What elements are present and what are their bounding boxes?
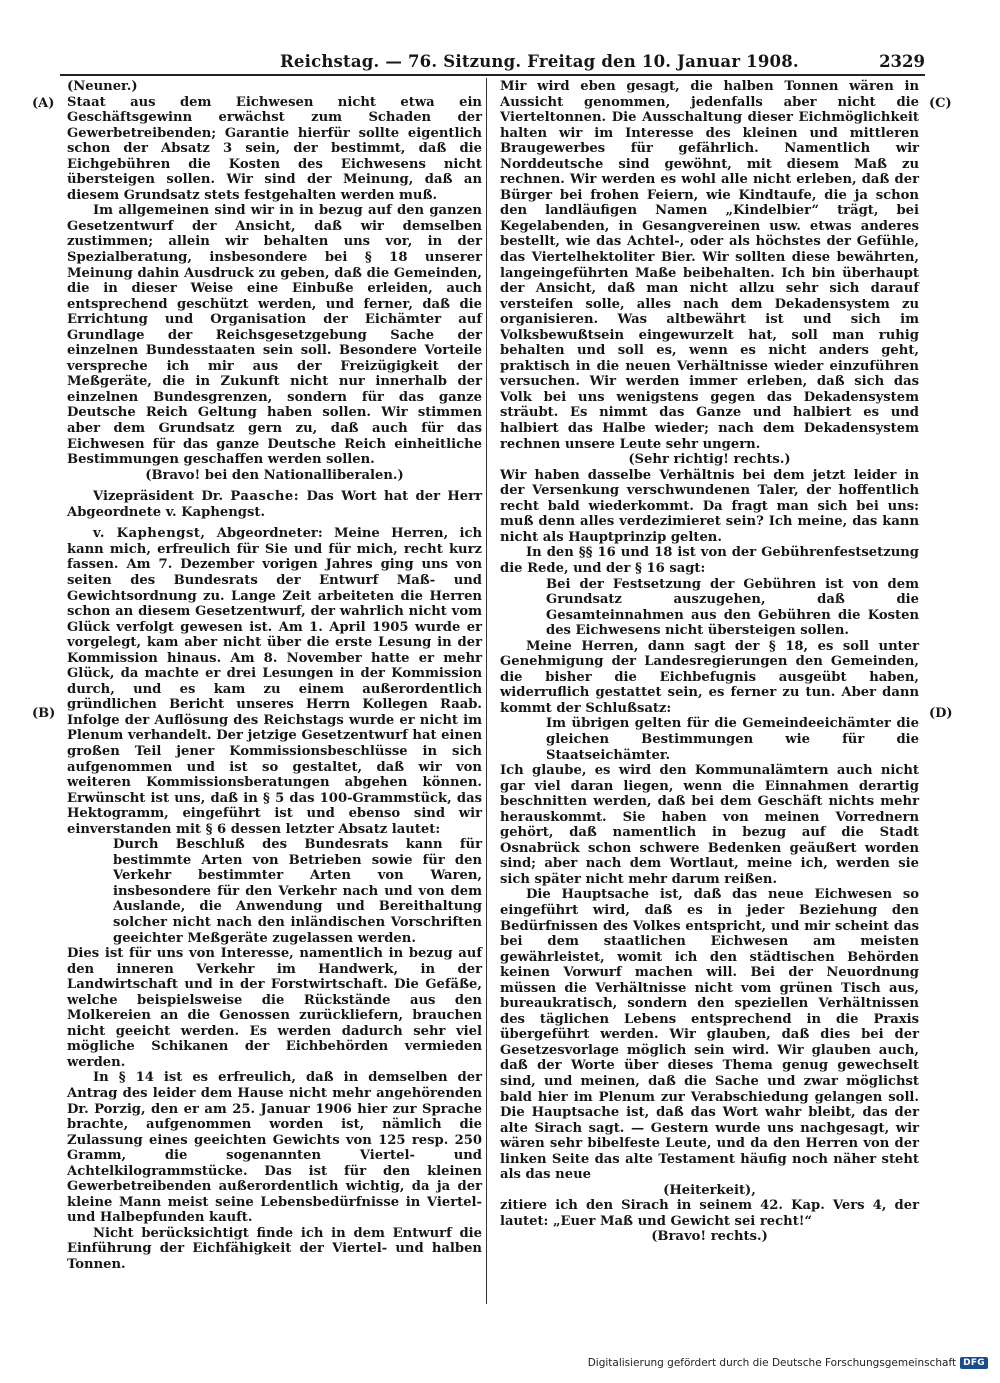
margin-marker-b: (B)	[32, 706, 56, 721]
speaker-tag: (Neuner.)	[67, 79, 138, 94]
applause-note: (Sehr richtig! rechts.)	[628, 452, 791, 468]
quotation: Im übrigen gelten für die Gemeindeeichämter die gleichen Bestimmungen wie für die Staatseichämter.	[546, 716, 919, 763]
margin-marker-d: (D)	[929, 706, 953, 721]
paragraph: Meine Herren, dann sagt der § 18, es soll unter Genehmigung der Landesregierungen den Gemeinden, die bisher die Eichbefugnis ausgeübt haben, widerruflich gestattet sein, es ferner zu tun. Aber dann kommt der Schlußsatz:	[500, 638, 919, 716]
vp-name: Paasche:	[230, 489, 300, 505]
paragraph: Mir wird eben gesagt, die halben Tonnen wären in Aussicht genommen, jedenfalls aber nicht die Vierteltonnen. Die Ausschaltung dieser Eichmöglichkeit halten wir im Interesse des kleinen und mittleren Braugewerbes für gefährlich. Namentlich wir Norddeutsche sind gewöhnt, mit diesem Maß zu rechnen. Wir werden es wohl alle nicht erleben, daß der Bürger bei frohen Feiern, wie Kindtaufe, die ja schon den landläufigen Namen „Kindelbier“ trägt, bei Kegelabenden, in Gesangvereinen usw. etwas anderes bestellt, wie das Achtel-, oder als höchstes der Gefühle, das Viertelhektoliter Bier. Wir sollten diese bewährten, langeingeführten Maße beibehalten. Ich bin überhaupt der Ansicht, daß man nicht allzu sehr sich darauf versteifen solle, alles nach dem Dekadensystem zu organisieren. Was altbewährt ist und sich im Volksbewußtsein eingewurzelt hat, soll man ruhig behalten und soll es, wenn es nicht anders geht, praktisch in die neuen Verhältnisse wieder einzuführen versuchen. Wir werden immer erleben, daß sich das Volk bei uns wenigstens gegen das Dekadensystem sträubt. Es nimmt das Ganze und halbiert es und halbiert das Halbe wieder; nach dem Dekadensystem rechnen unsere Leute sehr ungern.	[500, 79, 919, 452]
paragraph: Im allgemeinen sind wir in in bezug auf den ganzen Gesetzentwurf der Ansicht, daß wir demselben zustimmen; allein wir behalten uns vor, in der Spezialberatung, insbesondere bei § 18 unserer Meinung dahin Ausdruck zu geben, daß die Gemeinden, die in dieser Weise eine Einbuße erleiden, auch entsprechend geschützt werden, und ferner, daß die Errichtung und Organisation der Eichämter auf Grundlage der Reichsgesetzgebung Sache der einzelnen Bundesstaaten sein soll. Besondere Vorteile verspreche ich mir aus der Freizügigkeit der Meßgeräte, die in Zukunft nicht nur innerhalb der einzelnen Bundesgrenzen, sondern für das ganze Deutsche Reich Geltung haben sollen. Wir stimmen aber dem Grundsatz gern zu, daß auch für das Eichwesen für das ganze Deutsche Reich einheitliche Bestimmungen geschaffen werden sollen.	[67, 203, 482, 468]
column-divider	[486, 78, 487, 1304]
applause-note: (Bravo! rechts.)	[651, 1229, 768, 1245]
page-header-title: Reichstag. — 76. Sitzung. Freitag den 10. Januar 1908.	[280, 52, 799, 71]
paragraph: In den §§ 16 und 18 ist von der Gebührenfestsetzung die Rede, und der § 16 sagt:	[500, 545, 919, 576]
paragraph: zitiere ich den Sirach in seinem 42. Kap. Vers 4, der lautet: „Euer Maß und Gewicht sei recht!“	[500, 1198, 919, 1229]
footer-text: Digitalisierung gefördert durch die Deutsche Forschungsgemeinschaft	[587, 1357, 957, 1369]
quotation: Durch Beschluß des Bundesrats kann für bestimmte Arten von Betrieben sowie für den Verkehr bestimmter Arten von Waren, insbesondere für den Verkehr nach und von dem Auslande, die Anwendung und Bereithaltung solcher nicht nach den inländischen Vorschriften geeichter Meßgeräte zugelassen werden.	[113, 837, 482, 946]
footer-credit	[588, 1357, 988, 1369]
vice-president-statement	[67, 489, 482, 520]
vp-lead: Vizepräsident Dr.	[93, 489, 231, 505]
speech-text: Abgeordneter: Meine Herren, ich kann mich, erfreulich für Sie und für mich, recht kurz fassen. Am 7. Dezember vorigen Jahres ging uns von seiten des Bundesrats der Entwurf Maß- und Gewichtsordnung zu. Lange Zeit arbeiteten die Herren schon an diesem Gesetzentwurf, der wahrlich nicht vom Glück verfolgt gewesen ist. Am 1. April 1905 wurde er vorgelegt, kam aber nicht über die erste Lesung in der Kommission hinaus. Am 8. November hatte er mehr Glück, da machte er drei Lesungen in der Kommission durch, und es kam zu einem außerordentlich gründlichen Bericht unseres Herrn Kollegen Raab. Infolge der Auflösung des Reichstags wurde er nicht im Plenum verhandelt. Der jetzige Gesetzentwurf hat einen großen Teil jener Kommissionsbeschlüsse in sich aufgenommen und ist so gestaltet, daß wir von weiteren Kommissionsberatungen abgehen können. Erwünscht ist uns, daß in § 5 das 100-Grammstück, das Hektogramm, eingeführt ist und ebenso sind wir einverstanden mit § 6 dessen letzter Absatz lautet:	[67, 526, 482, 837]
speaker-name: v. Kaphengst,	[93, 526, 206, 542]
page-header	[60, 52, 925, 76]
speech-paragraph	[67, 526, 482, 837]
laughter-note: (Heiterkeit),	[663, 1182, 756, 1198]
quotation: Bei der Festsetzung der Gebühren ist von dem Grundsatz auszugehen, daß die Gesamteinnahmen aus den Gebühren die Kosten des Eichwesens nicht übersteigen sollen.	[546, 576, 919, 639]
paragraph: Dies ist für uns von Interesse, namentlich in bezug auf den inneren Verkehr im Handwerk, in der Landwirtschaft und in der Forstwirtschaft. Die Gefäße, welche beispielsweise die Rückstände aus den Molkereien an die Genossen zurückliefern, brauchen nicht geeicht werden. Es werden dadurch sehr viel mögliche Schikanen der Eichbehörden vermieden werden.	[67, 946, 482, 1070]
applause-note: (Bravo! bei den Nationalliberalen.)	[145, 467, 404, 483]
left-column	[67, 79, 482, 1273]
margin-marker-a: (A)	[32, 96, 55, 111]
paragraph: Nicht berücksichtigt finde ich in dem Entwurf die Einführung der Eichfähigkeit der Viertel- und halben Tonnen.	[67, 1225, 482, 1273]
vp-text: Das Wort hat der Herr Abgeordnete v. Kaphengst.	[67, 489, 482, 520]
page-number: 2329	[879, 52, 925, 71]
paragraph: Die Hauptsache ist, daß das neue Eichwesen so eingeführt wird, daß es in jeder Beziehung den Bedürfnissen des Volkes entspricht, und mir scheint das bei dem staatlichen Eichwesen am meisten gewährleistet, womit ich den städtischen Behörden keinen Vorwurf machen will. Bei der Neuordnung müssen die Verhältnisse nicht vom grünen Tisch aus, bureaukratisch, sondern den speziellen Verhältnissen des täglichen Lebens entsprechend in die Praxis übergeführt werden. Wir glauben, daß dies bei der Gesetzesvorlage möglich sein wird. Wir glauben auch, daß der Worte über dieses Thema genug gewechselt sind, und meinen, daß die Sache und zwar möglichst bald hier im Plenum zur Verabschiedung gelangen soll. Die Hauptsache ist, daß das Wort wahr bleibt, das der alte Sirach sagt. — Gestern wurde uns nachgesagt, wir wären sehr bibelfeste Leute, und da den Herren von der linken Seite das alte Testament häufig noch näher steht als das neue	[500, 887, 919, 1183]
dfg-logo: DFG	[960, 1357, 988, 1369]
paragraph: Ich glaube, es wird den Kommunalämtern auch nicht gar viel daran liegen, wenn die Einnahmen derartig beschnitten werden, daß bei dem Geschäft nichts mehr herauskommt. Sie haben von meinen Vorrednern gehört, daß namentlich in bezug auf die Stadt Osnabrück schon schwere Bedenken geäußert worden sind; aber nach dem Wortlaut, meine ich, werden sie sich später nicht mehr darum reißen.	[500, 763, 919, 887]
right-column	[500, 79, 919, 1245]
paragraph: Staat aus dem Eichwesen nicht etwa ein Geschäftsgewinn erwächst zum Schaden der Gewerbetreibenden; Garantie hierfür sollte eigentlich schon der Absatz 3 sein, der bestimmt, daß die Eichgebühren die Kosten des Eichwesens nicht übersteigen sollen. Wir sind der Meinung, daß an diesem Grundsatz stets festgehalten werden muß.	[67, 94, 482, 203]
margin-marker-c: (C)	[929, 96, 952, 111]
paragraph: In § 14 ist es erfreulich, daß in demselben der Antrag des leider dem Hause nicht mehr angehörenden Dr. Porzig, den er am 25. Januar 1906 hier zur Sprache brachte, aufgenommen worden ist, nämlich die Zulassung eines geeichten Gewichts von 125 resp. 250 Gramm, die sogenannten Viertel- und Achtelkilogrammstücke. Das ist für den kleinen Gewerbetreibenden außerordentlich wichtig, da ja der kleine Mann meist seine Lebensbedürfnisse in Viertel- und Halbepfunden kauft.	[67, 1070, 482, 1226]
paragraph: Wir haben dasselbe Verhältnis bei dem jetzt leider in der Versenkung verschwundenen Taler, der hoffentlich recht bald wiederkommt. Da fragt man sich bei uns: muß denn alles verdezimieret sein? Ich meine, das kann nicht als Hauptprinzip gelten.	[500, 467, 919, 545]
